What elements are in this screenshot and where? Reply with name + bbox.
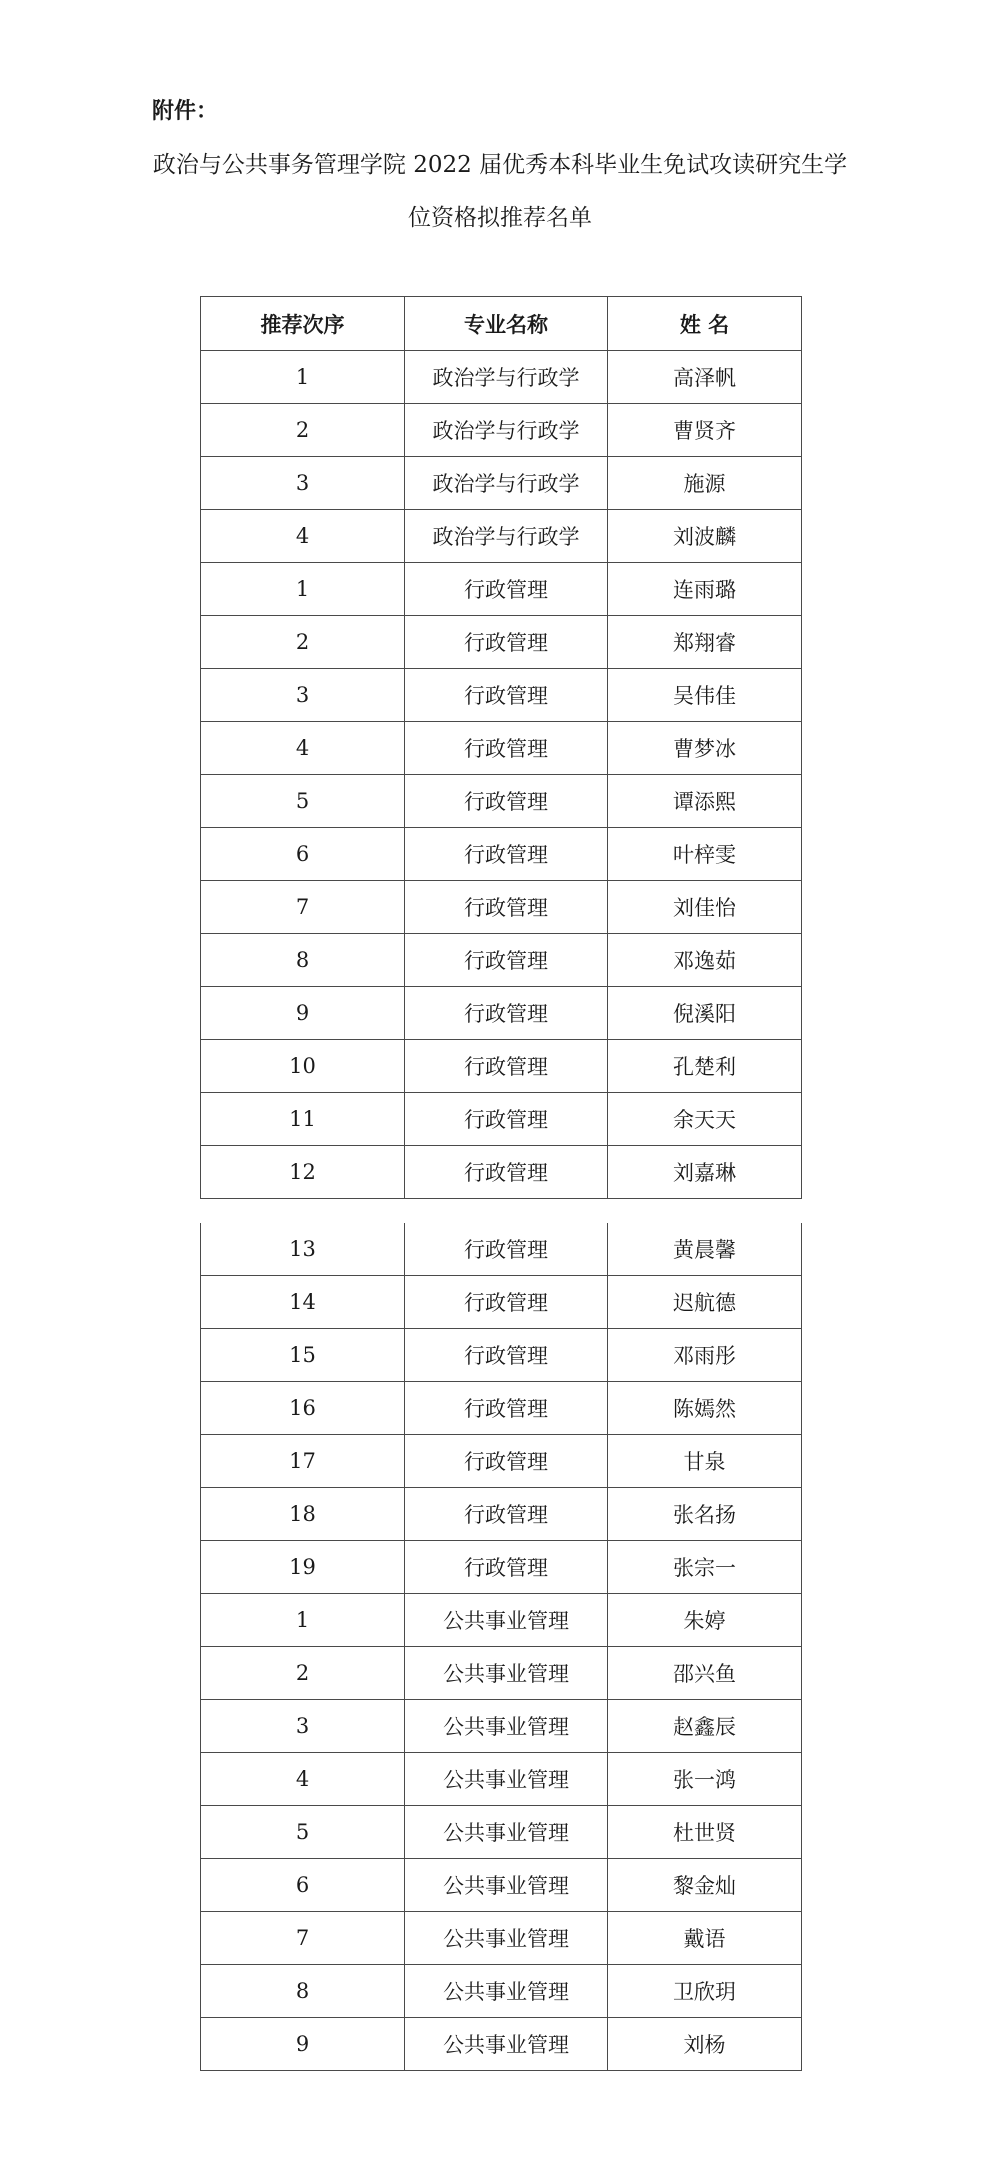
cell-major: 行政管理: [405, 1541, 608, 1594]
cell-rank: 9: [201, 2018, 405, 2071]
cell-name: 刘波麟: [608, 510, 802, 563]
table-row: [201, 1859, 802, 1912]
cell-name: 杜世贤: [608, 1806, 802, 1859]
cell-rank: 1: [201, 1594, 405, 1647]
table-row: [201, 1647, 802, 1700]
document-title-line-1: 政治与公共事务管理学院 2022 届优秀本科毕业生免试攻读研究生学: [152, 152, 848, 178]
cell-major: 行政管理: [405, 616, 608, 669]
cell-rank: 5: [201, 775, 405, 828]
cell-major: 行政管理: [405, 1040, 608, 1093]
cell-major: 行政管理: [405, 1223, 608, 1276]
cell-major: 行政管理: [405, 1382, 608, 1435]
cell-rank: 17: [201, 1435, 405, 1488]
cell-major: 行政管理: [405, 934, 608, 987]
cell-name: 孔楚利: [608, 1040, 802, 1093]
table-row: [201, 828, 802, 881]
cell-major: 行政管理: [405, 1093, 608, 1146]
table-row: [201, 351, 802, 404]
cell-name: 刘佳怡: [608, 881, 802, 934]
cell-major: 行政管理: [405, 1435, 608, 1488]
table-row: [201, 1040, 802, 1093]
table-row: [201, 1806, 802, 1859]
recommendation-table-part-2: [200, 1223, 802, 2071]
cell-rank: 1: [201, 563, 405, 616]
cell-major: 行政管理: [405, 1276, 608, 1329]
cell-name: 邓逸茹: [608, 934, 802, 987]
cell-major: 行政管理: [405, 563, 608, 616]
cell-name: 黄晨馨: [608, 1223, 802, 1276]
header-name: 姓 名: [608, 297, 802, 351]
cell-rank: 6: [201, 828, 405, 881]
cell-major: 政治学与行政学: [405, 510, 608, 563]
cell-name: 曹贤齐: [608, 404, 802, 457]
table-row: [201, 1965, 802, 2018]
cell-rank: 7: [201, 881, 405, 934]
header-rank: 推荐次序: [201, 297, 405, 351]
cell-rank: 4: [201, 1753, 405, 1806]
cell-rank: 7: [201, 1912, 405, 1965]
table-row: [201, 510, 802, 563]
cell-name: 刘杨: [608, 2018, 802, 2071]
cell-major: 公共事业管理: [405, 1965, 608, 2018]
cell-major: 行政管理: [405, 669, 608, 722]
cell-major: 行政管理: [405, 1329, 608, 1382]
cell-name: 朱婷: [608, 1594, 802, 1647]
cell-rank: 14: [201, 1276, 405, 1329]
attachment-label: 附件：: [152, 98, 219, 124]
cell-rank: 8: [201, 934, 405, 987]
cell-name: 叶梓雯: [608, 828, 802, 881]
cell-name: 卫欣玥: [608, 1965, 802, 2018]
table-row: [201, 722, 802, 775]
cell-rank: 2: [201, 616, 405, 669]
cell-name: 连雨璐: [608, 563, 802, 616]
table-row: [201, 1146, 802, 1199]
cell-major: 公共事业管理: [405, 1594, 608, 1647]
table-row: [201, 1541, 802, 1594]
cell-name: 陈嫣然: [608, 1382, 802, 1435]
cell-major: 公共事业管理: [405, 1647, 608, 1700]
cell-name: 迟航德: [608, 1276, 802, 1329]
cell-name: 曹梦冰: [608, 722, 802, 775]
table-row: [201, 1276, 802, 1329]
table-row: [201, 1594, 802, 1647]
cell-major: 行政管理: [405, 722, 608, 775]
cell-major: 公共事业管理: [405, 1859, 608, 1912]
cell-rank: 16: [201, 1382, 405, 1435]
cell-major: 行政管理: [405, 828, 608, 881]
cell-name: 甘泉: [608, 1435, 802, 1488]
table-row: [201, 1912, 802, 1965]
cell-rank: 2: [201, 1647, 405, 1700]
cell-major: 行政管理: [405, 881, 608, 934]
cell-name: 刘嘉琳: [608, 1146, 802, 1199]
table-row: [201, 1435, 802, 1488]
cell-name: 余天天: [608, 1093, 802, 1146]
cell-rank: 2: [201, 404, 405, 457]
cell-major: 公共事业管理: [405, 1700, 608, 1753]
cell-rank: 13: [201, 1223, 405, 1276]
table-row: [201, 881, 802, 934]
header-major: 专业名称: [405, 297, 608, 351]
cell-major: 政治学与行政学: [405, 351, 608, 404]
cell-rank: 12: [201, 1146, 405, 1199]
cell-name: 戴语: [608, 1912, 802, 1965]
cell-name: 黎金灿: [608, 1859, 802, 1912]
cell-name: 施源: [608, 457, 802, 510]
cell-name: 倪溪阳: [608, 987, 802, 1040]
cell-major: 公共事业管理: [405, 1806, 608, 1859]
cell-name: 赵鑫辰: [608, 1700, 802, 1753]
cell-rank: 15: [201, 1329, 405, 1382]
table-row: [201, 987, 802, 1040]
table-row: [201, 1753, 802, 1806]
cell-rank: 5: [201, 1806, 405, 1859]
cell-major: 行政管理: [405, 775, 608, 828]
cell-rank: 3: [201, 1700, 405, 1753]
cell-major: 政治学与行政学: [405, 404, 608, 457]
cell-rank: 4: [201, 722, 405, 775]
cell-name: 谭添熙: [608, 775, 802, 828]
cell-name: 张名扬: [608, 1488, 802, 1541]
table-row: [201, 775, 802, 828]
cell-major: 政治学与行政学: [405, 457, 608, 510]
cell-major: 公共事业管理: [405, 1753, 608, 1806]
cell-rank: 6: [201, 1859, 405, 1912]
table-row: [201, 1093, 802, 1146]
cell-name: 张一鸿: [608, 1753, 802, 1806]
cell-major: 行政管理: [405, 1488, 608, 1541]
cell-major: 公共事业管理: [405, 1912, 608, 1965]
cell-name: 高泽帆: [608, 351, 802, 404]
table-row: [201, 669, 802, 722]
table-header-row: [201, 297, 802, 351]
document-title-line-2: 位资格拟推荐名单: [408, 205, 592, 231]
cell-rank: 9: [201, 987, 405, 1040]
cell-name: 张宗一: [608, 1541, 802, 1594]
cell-rank: 11: [201, 1093, 405, 1146]
cell-major: 行政管理: [405, 987, 608, 1040]
cell-rank: 3: [201, 669, 405, 722]
cell-major: 公共事业管理: [405, 2018, 608, 2071]
cell-rank: 19: [201, 1541, 405, 1594]
cell-rank: 3: [201, 457, 405, 510]
cell-rank: 8: [201, 1965, 405, 2018]
cell-rank: 18: [201, 1488, 405, 1541]
table-row: [201, 1488, 802, 1541]
cell-rank: 10: [201, 1040, 405, 1093]
cell-name: 吴伟佳: [608, 669, 802, 722]
table-row: [201, 2018, 802, 2071]
recommendation-table-part-1: [200, 296, 802, 1199]
cell-name: 邓雨彤: [608, 1329, 802, 1382]
table-row: [201, 1223, 802, 1276]
cell-name: 邵兴鱼: [608, 1647, 802, 1700]
table-row: [201, 1329, 802, 1382]
cell-rank: 4: [201, 510, 405, 563]
table-row: [201, 1382, 802, 1435]
table-row: [201, 563, 802, 616]
table-row: [201, 404, 802, 457]
table-row: [201, 616, 802, 669]
cell-rank: 1: [201, 351, 405, 404]
cell-name: 郑翔睿: [608, 616, 802, 669]
table-row: [201, 1700, 802, 1753]
table-row: [201, 457, 802, 510]
table-row: [201, 934, 802, 987]
cell-major: 行政管理: [405, 1146, 608, 1199]
